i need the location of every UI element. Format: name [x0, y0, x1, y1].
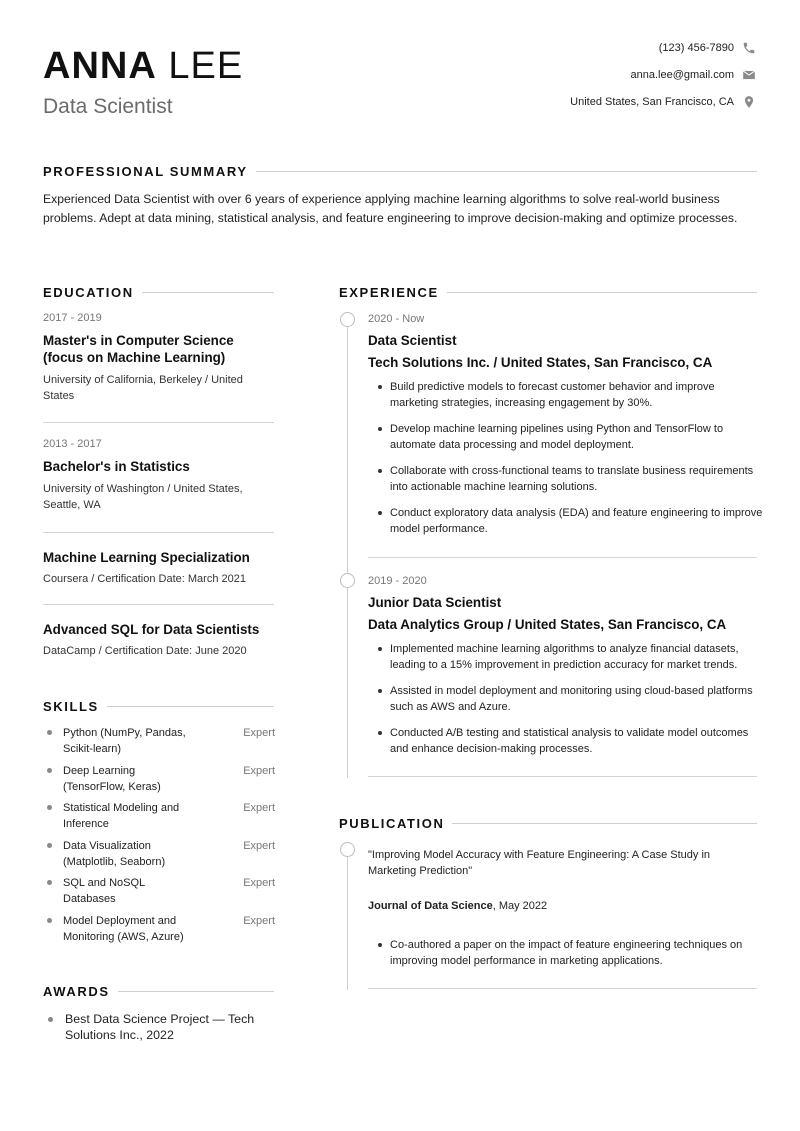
job-bullet: Conducted A/B testing and statistical analysis to validate model outcomes and enhance decision-making processes. [378, 725, 770, 757]
bullet-dot [47, 805, 52, 810]
section-publication [339, 816, 757, 831]
envelope-icon [742, 68, 756, 82]
section-divider [118, 991, 274, 992]
publication-bullet: Co-authored a paper on the impact of feature engineering techniques on improving model performance in marketing applications. [378, 937, 770, 969]
contact-email [631, 68, 757, 82]
award-text: Best Data Science Project — Tech Solutions Inc., 2022 [65, 1012, 255, 1042]
divider [368, 557, 757, 558]
job-bullet: Collaborate with cross-functional teams to translate business requirements into actionable machine learning solutions. [378, 463, 770, 495]
journal-name: Journal of Data Science [368, 900, 493, 912]
phone-text: (123) 456-7890 [658, 42, 734, 54]
skill-name: SQL and NoSQL Databases [63, 877, 146, 905]
section-divider [142, 292, 274, 293]
section-divider [256, 171, 757, 172]
skill-level: Expert [243, 840, 275, 852]
divider [43, 604, 274, 605]
contact-phone [659, 41, 756, 55]
summary-text: Experienced Data Scientist with over 6 years of experience applying machine learning algorithms to solve real-world business problems. Adept at data mining, statistical analysis, and feature engineering to improve decision-making and optimize processes. [43, 192, 738, 225]
job-company: Data Analytics Group / United States, San Francisco, CA [368, 617, 727, 632]
skill-level: Expert [243, 915, 275, 927]
job-role: Data Scientist [43, 95, 173, 118]
skill-name: Python (NumPy, Pandas, Scikit-learn) [63, 727, 186, 755]
education-date: 2017 - 2019 [43, 312, 102, 324]
education-item [43, 312, 275, 404]
school-line: Seattle, WA [43, 499, 101, 511]
job-date: 2020 - Now [368, 313, 425, 325]
job-bullet: Develop machine learning pipelines using Python and TensorFlow to automate data processing and model deployment. [378, 421, 770, 453]
education-date: 2013 - 2017 [43, 438, 102, 450]
education-degree [43, 332, 275, 366]
location-pin-icon [742, 95, 756, 109]
education-item [43, 438, 275, 513]
certification-title: Advanced SQL for Data Scientists [43, 622, 260, 637]
school-line: University of Washington / United States, [43, 483, 243, 495]
contact-location [570, 95, 756, 109]
job-title: Junior Data Scientist [368, 595, 502, 610]
section-divider [452, 823, 757, 824]
phone-icon [742, 41, 756, 55]
job-company: Tech Solutions Inc. / United States, San Francisco, CA [368, 355, 713, 370]
skills-title: SKILLS [43, 699, 99, 714]
publication-name: "Improving Model Accuracy with Feature Engineering: A Case Study in Marketing Prediction" [368, 849, 711, 877]
publication-journal [368, 900, 547, 912]
skill-item [43, 913, 275, 945]
skill-item [43, 838, 275, 870]
email-text: anna.lee@gmail.com [630, 69, 734, 81]
publication-date: , May 2022 [492, 900, 548, 912]
section-divider [107, 706, 274, 707]
timeline-marker [340, 312, 355, 327]
timeline-line [347, 326, 348, 778]
section-divider [447, 292, 757, 293]
first-name: ANNA [43, 45, 157, 87]
skill-item [43, 800, 275, 832]
bullet-dot [47, 843, 52, 848]
section-skills [43, 699, 274, 714]
skill-level: Expert [243, 765, 275, 777]
degree-line: Master's in Computer Science [43, 333, 234, 348]
school-line: States [43, 390, 75, 402]
divider [368, 988, 757, 989]
location-text: United States, San Francisco, CA [570, 96, 734, 108]
section-awards [43, 984, 274, 999]
school-line: University of California, Berkeley / United [43, 374, 243, 386]
award-item [43, 1011, 275, 1043]
divider [368, 776, 757, 777]
degree-line: (focus on Machine Learning) [43, 350, 226, 365]
job-date: 2019 - 2020 [368, 575, 427, 587]
certification-title: Machine Learning Specialization [43, 550, 250, 565]
bullet-dot [48, 1017, 53, 1022]
certification-source: Coursera / Certification Date: March 2021 [43, 573, 246, 585]
divider [43, 422, 274, 423]
awards-title: AWARDS [43, 984, 110, 999]
timeline-marker [340, 573, 355, 588]
candidate-name [43, 44, 243, 88]
skill-name: Statistical Modeling and Inference [63, 802, 180, 830]
timeline-line [347, 856, 348, 990]
timeline-marker [340, 842, 355, 857]
certification-source: DataCamp / Certification Date: June 2020 [43, 645, 247, 657]
last-name: LEE [168, 45, 244, 87]
skill-name: Deep Learning (TensorFlow, Keras) [63, 765, 161, 793]
job-bullet: Implemented machine learning algorithms to analyze financial datasets, leading to a 15% improvement in prediction accuracy for market trends. [378, 641, 770, 673]
skill-name: Model Deployment and Monitoring (AWS, Azure) [63, 915, 184, 943]
education-school [43, 481, 275, 513]
bullet-dot [47, 768, 52, 773]
certification-item [43, 621, 275, 659]
skill-item [43, 763, 275, 795]
skill-name: Data Visualization (Matplotlib, Seaborn) [63, 840, 166, 868]
section-education [43, 285, 274, 300]
education-title: EDUCATION [43, 285, 134, 300]
publication-title: PUBLICATION [339, 816, 445, 831]
skill-level: Expert [243, 727, 275, 739]
certification-item [43, 549, 275, 587]
bullet-dot [47, 730, 52, 735]
section-summary [43, 164, 757, 179]
bullet-dot [47, 918, 52, 923]
education-school [43, 372, 275, 404]
skill-level: Expert [243, 802, 275, 814]
divider [43, 532, 274, 533]
education-degree: Bachelor's in Statistics [43, 459, 190, 474]
job-bullet: Assisted in model deployment and monitoring using cloud-based platforms such as AWS and Azure. [378, 683, 770, 715]
skill-item [43, 875, 275, 907]
job-title: Data Scientist [368, 333, 457, 348]
summary-title: PROFESSIONAL SUMMARY [43, 164, 248, 179]
skill-level: Expert [243, 877, 275, 889]
experience-title: EXPERIENCE [339, 285, 439, 300]
bullet-dot [47, 880, 52, 885]
job-bullet: Build predictive models to forecast customer behavior and improve marketing strategies, increasing engagement by 30%. [378, 379, 770, 411]
skill-item [43, 725, 275, 757]
job-bullet: Conduct exploratory data analysis (EDA) and feature engineering to improve model performance. [378, 505, 770, 537]
section-experience [339, 285, 757, 300]
